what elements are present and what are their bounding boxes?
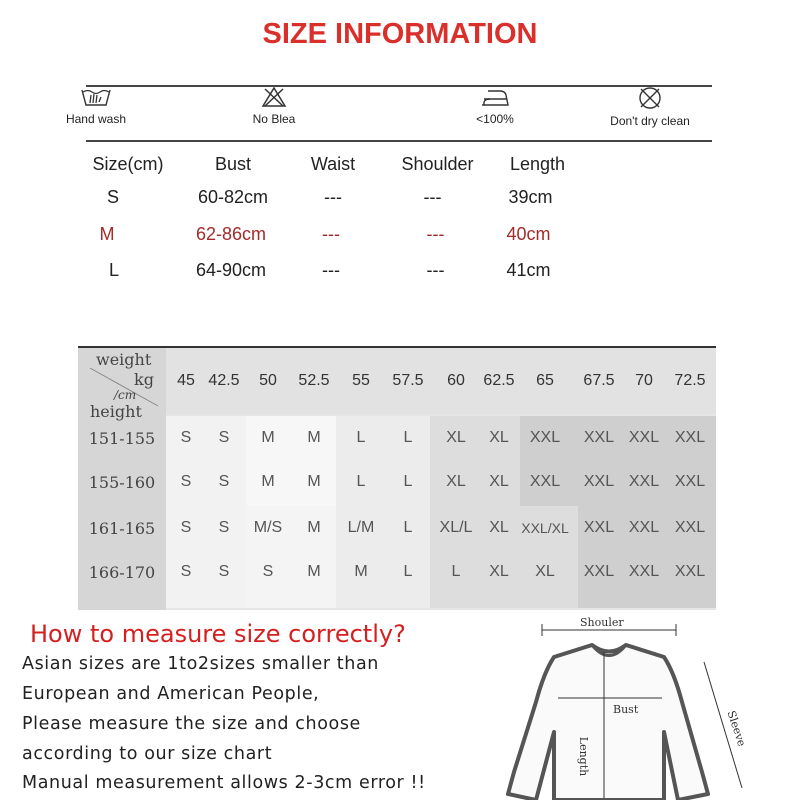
size-cell: L/M xyxy=(347,519,375,536)
cell-size: S xyxy=(106,187,119,207)
bust-label: Bust xyxy=(613,703,639,716)
height-row-label: 161-165 xyxy=(88,518,156,538)
header-size: Size(cm) xyxy=(92,154,164,174)
weight-header-cell: 42.5 xyxy=(208,372,240,389)
corner-height-label: height xyxy=(90,402,142,421)
cell-length: 41cm xyxy=(506,260,551,280)
length-label: Length xyxy=(577,736,591,777)
size-cell: XXL xyxy=(583,473,615,490)
size-cell: XXL xyxy=(583,519,615,536)
care-item-iron xyxy=(435,86,555,126)
size-cell: S xyxy=(262,563,274,580)
care-instructions xyxy=(60,86,740,136)
size-cell: M xyxy=(307,563,321,580)
corner-kg-label: kg xyxy=(134,370,154,389)
size-cell: M xyxy=(261,429,275,446)
weight-header-cell: 67.5 xyxy=(583,372,615,389)
weight-header-cell: 72.5 xyxy=(674,372,706,389)
weight-header-cell: 45 xyxy=(177,372,195,389)
cell-size: M xyxy=(99,224,115,244)
size-cell: L xyxy=(356,429,366,446)
no-dry-clean-icon xyxy=(637,86,663,110)
header-waist: Waist xyxy=(310,154,356,174)
size-cell: S xyxy=(180,429,192,446)
care-item-hand-wash xyxy=(36,86,156,126)
size-row-l xyxy=(78,260,598,288)
height-row-label: 166-170 xyxy=(88,562,156,582)
size-cell: XXL xyxy=(529,473,561,490)
size-cell: L xyxy=(403,429,413,446)
care-item-no-dry-clean xyxy=(590,86,710,128)
size-cell: S xyxy=(180,563,192,580)
size-cell: XXL xyxy=(628,563,660,580)
size-cell: XXL xyxy=(628,429,660,446)
cell-length: 40cm xyxy=(506,224,551,244)
cell-shoulder: --- xyxy=(423,187,442,207)
size-cell: XXL xyxy=(628,519,660,536)
measure-line: Asian sizes are 1to2sizes smaller than xyxy=(22,654,379,674)
corner-cm-label: /cm xyxy=(114,388,137,402)
weight-header-cell: 50 xyxy=(259,372,277,389)
size-row-m xyxy=(78,224,598,252)
sleeve-label: Sleeve xyxy=(724,708,749,749)
size-cell: XL/L xyxy=(439,519,473,536)
measure-line: Please measure the size and choose xyxy=(22,714,361,734)
weight-header-cell: 55 xyxy=(352,372,370,389)
height-row-label: 151-155 xyxy=(88,428,156,448)
size-cell: S xyxy=(218,563,230,580)
size-cell: L xyxy=(356,473,366,490)
shoulder-label: Shouler xyxy=(580,616,624,629)
size-cell: L xyxy=(403,519,413,536)
size-cell: S xyxy=(218,473,230,490)
cell-waist: --- xyxy=(324,187,342,207)
height-row-label: 155-160 xyxy=(88,472,156,492)
size-cell: L xyxy=(403,563,413,580)
size-cell: XXL xyxy=(529,429,561,446)
header-length: Length xyxy=(509,154,566,174)
iron-icon xyxy=(478,86,512,108)
cell-bust: 64-90cm xyxy=(195,260,267,280)
size-cell: M xyxy=(261,473,275,490)
care-item-no-bleach xyxy=(214,86,334,126)
size-cell: XL xyxy=(489,519,509,536)
size-cell: XL xyxy=(446,473,466,490)
header-shoulder: Shoulder xyxy=(401,154,474,174)
size-cell: S xyxy=(218,519,230,536)
size-cell: XXL xyxy=(674,429,706,446)
size-cell: XXL xyxy=(583,429,615,446)
care-label: <100% xyxy=(476,112,514,126)
weight-height-size-grid xyxy=(78,346,716,610)
size-cell: XL xyxy=(489,429,509,446)
weight-header-cell: 62.5 xyxy=(483,372,515,389)
cell-waist: --- xyxy=(322,260,340,280)
hand-wash-icon xyxy=(79,86,113,108)
cell-bust: 62-86cm xyxy=(195,224,267,244)
measurement-diagram xyxy=(496,612,756,800)
measure-line: Manual measurement allows 2-3cm error !! xyxy=(22,773,426,793)
size-cell: M/S xyxy=(253,519,283,536)
size-cell: XL xyxy=(535,563,555,580)
size-cell: XXL xyxy=(583,563,615,580)
size-cell: M xyxy=(307,473,321,490)
size-cell: S xyxy=(218,429,230,446)
size-cell: S xyxy=(180,473,192,490)
cell-length: 39cm xyxy=(508,187,553,207)
measure-line: according to our size chart xyxy=(22,744,273,764)
header-bust: Bust xyxy=(214,154,252,174)
care-label: Hand wash xyxy=(65,112,127,126)
cell-waist: --- xyxy=(322,224,340,244)
size-cell: XL xyxy=(446,429,466,446)
cell-shoulder: --- xyxy=(426,224,445,244)
size-cell: XXL/XL xyxy=(521,520,569,536)
size-cell: XL xyxy=(489,563,509,580)
size-cell: XXL xyxy=(628,473,660,490)
cell-bust: 60-82cm xyxy=(197,187,269,207)
size-cell: M xyxy=(354,563,368,580)
weight-header-cell: 70 xyxy=(635,372,653,389)
care-label: No Blea xyxy=(252,112,296,126)
size-cell: L xyxy=(451,563,461,580)
weight-header-cell: 57.5 xyxy=(392,372,424,389)
size-row-s xyxy=(78,187,598,215)
size-cell: XL xyxy=(489,473,509,490)
cell-size: L xyxy=(108,260,119,280)
weight-header-cell: 65 xyxy=(536,372,554,389)
size-cell: L xyxy=(403,473,413,490)
size-cell: XXL xyxy=(674,563,706,580)
care-bottom-divider xyxy=(86,140,712,142)
size-cell: M xyxy=(307,519,321,536)
size-cell: XXL xyxy=(674,519,706,536)
page-title: SIZE INFORMATION xyxy=(262,18,538,50)
no-bleach-icon xyxy=(261,86,287,108)
size-table-header xyxy=(78,154,598,182)
cell-shoulder: --- xyxy=(426,260,445,280)
size-cell: S xyxy=(180,519,192,536)
size-cell: XXL xyxy=(674,473,706,490)
measure-line: European and American People, xyxy=(22,684,320,704)
care-label: Don't dry clean xyxy=(610,114,690,128)
corner-weight-label: weight xyxy=(96,350,152,369)
weight-header-cell: 60 xyxy=(447,372,465,389)
size-cell: M xyxy=(307,429,321,446)
measure-title: How to measure size correctly? xyxy=(30,620,406,648)
weight-header-cell: 52.5 xyxy=(298,372,330,389)
